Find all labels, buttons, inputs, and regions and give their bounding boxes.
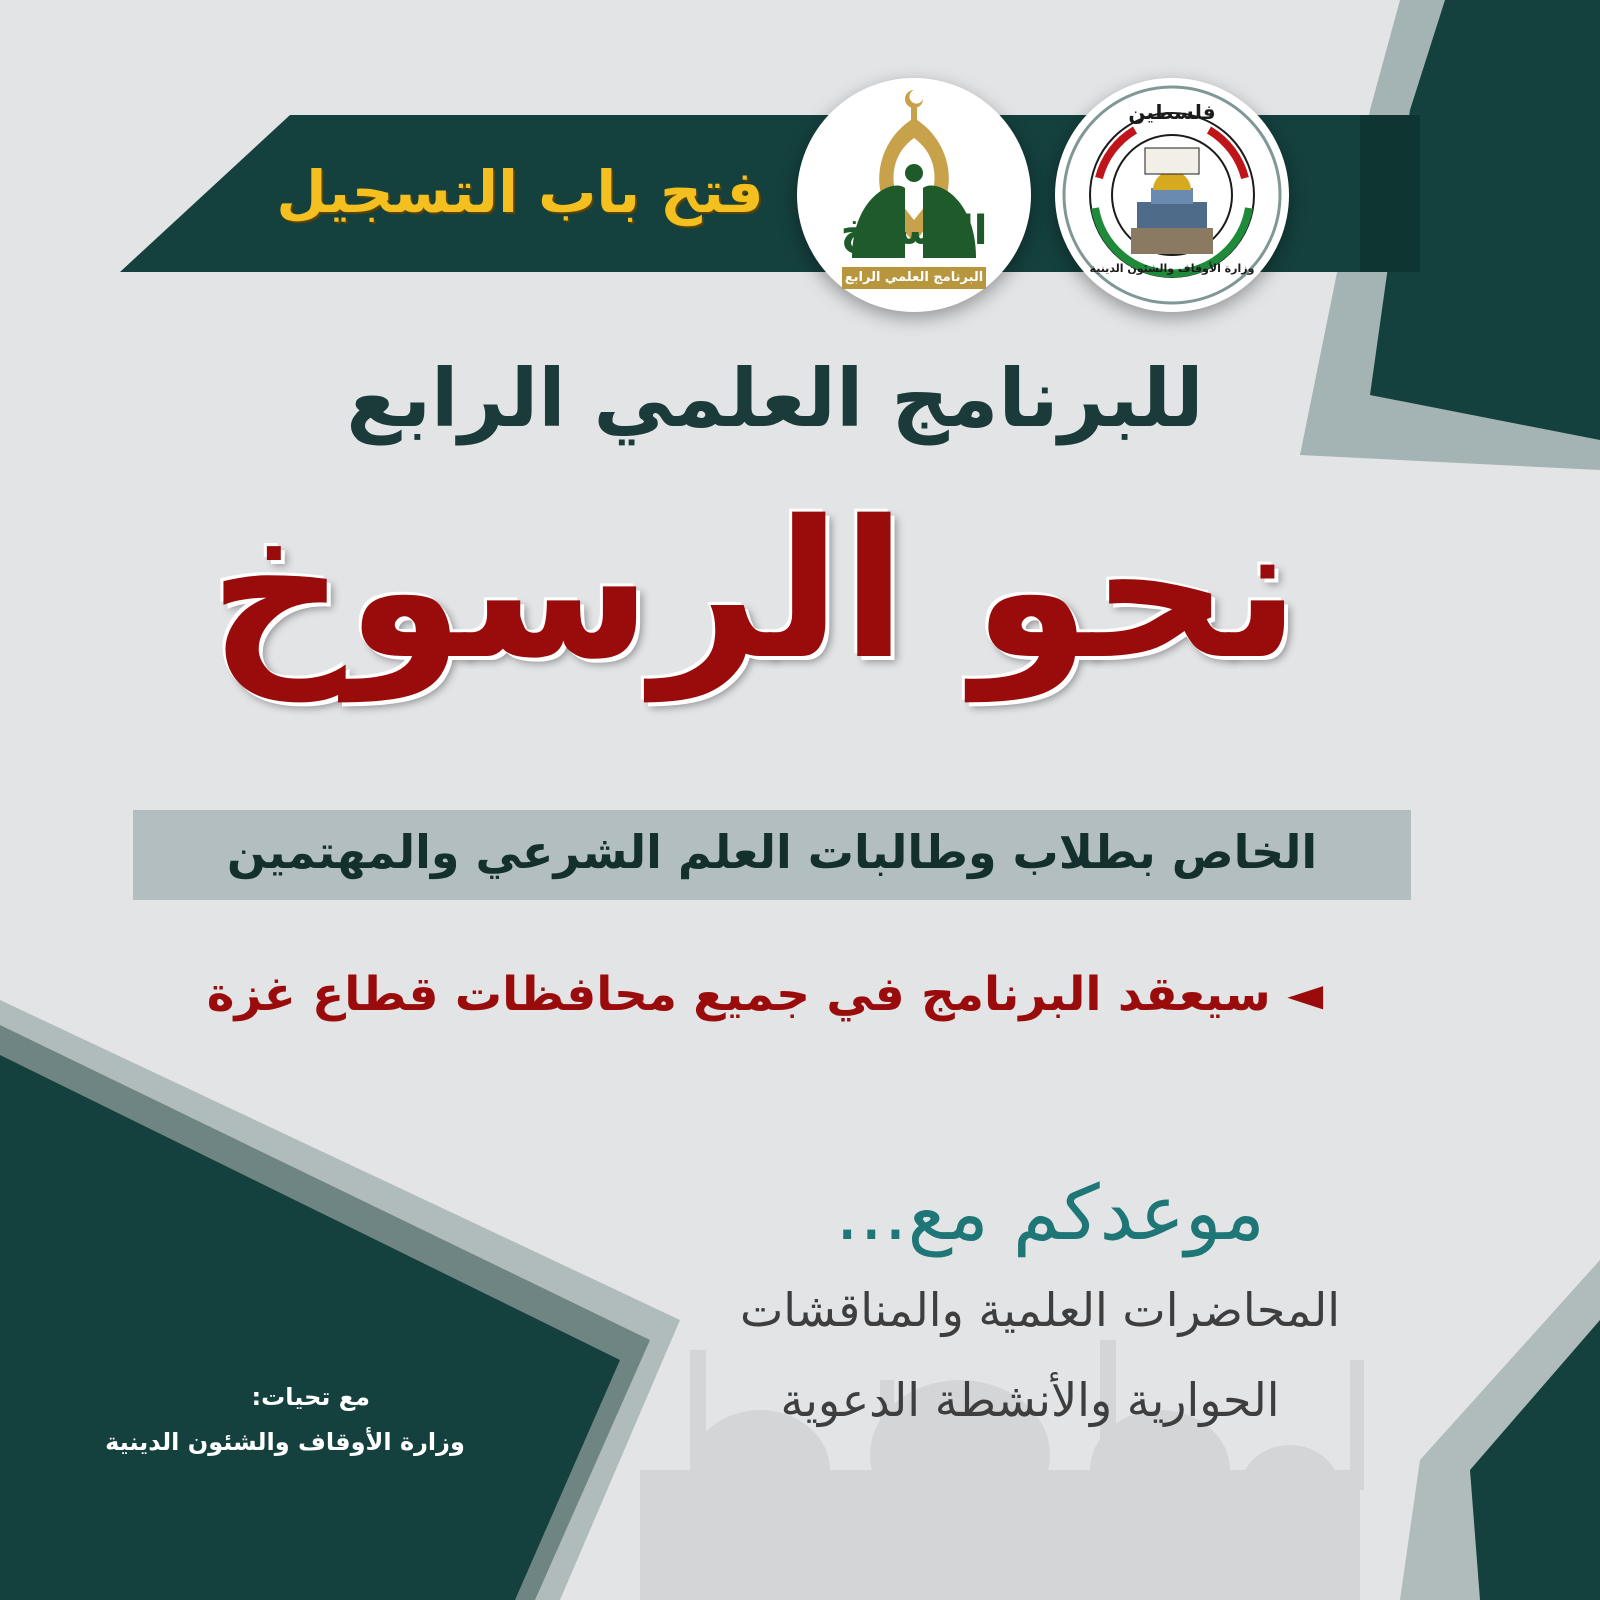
greeting-label: مع تحيات: bbox=[251, 1383, 370, 1411]
activities-line-1: المحاضرات العلمية والمناقشات bbox=[739, 1283, 1341, 1337]
program-subtitle: للبرنامج العلمي الرابع bbox=[346, 352, 1204, 445]
ministry-credit: وزارة الأوقاف والشئون الدينية bbox=[105, 1428, 465, 1456]
top-banner-edge bbox=[1360, 115, 1420, 272]
ministry-logo-name: وزارة الأوقاف والشئون الدينية bbox=[1089, 262, 1255, 275]
location-note-text: سيعقد البرنامج في جميع محافظات قطاع غزة bbox=[206, 967, 1271, 1022]
activities-line-2: الحوارية والأنشطة الدعوية bbox=[780, 1373, 1280, 1427]
ministry-logo bbox=[1055, 78, 1289, 312]
target-audience-text: الخاص بطلاب وطالبات العلم الشرعي والمهتمين bbox=[226, 825, 1318, 879]
appointment-heading: موعدكم مع... bbox=[835, 1168, 1265, 1257]
program-logo-banner: البرنامج العلمي الرابع bbox=[842, 267, 986, 289]
program-main-title: نحو الرسوخ bbox=[208, 480, 1300, 701]
registration-banner-text: فتح باب التسجيل bbox=[276, 158, 764, 226]
program-logo-word: الرسوخ bbox=[840, 208, 988, 254]
pointer-arrow-icon: ◄ bbox=[1287, 967, 1324, 1022]
program-logo bbox=[797, 78, 1031, 312]
ministry-logo-country: فلسطين bbox=[1128, 100, 1216, 124]
location-note bbox=[150, 967, 1380, 1022]
